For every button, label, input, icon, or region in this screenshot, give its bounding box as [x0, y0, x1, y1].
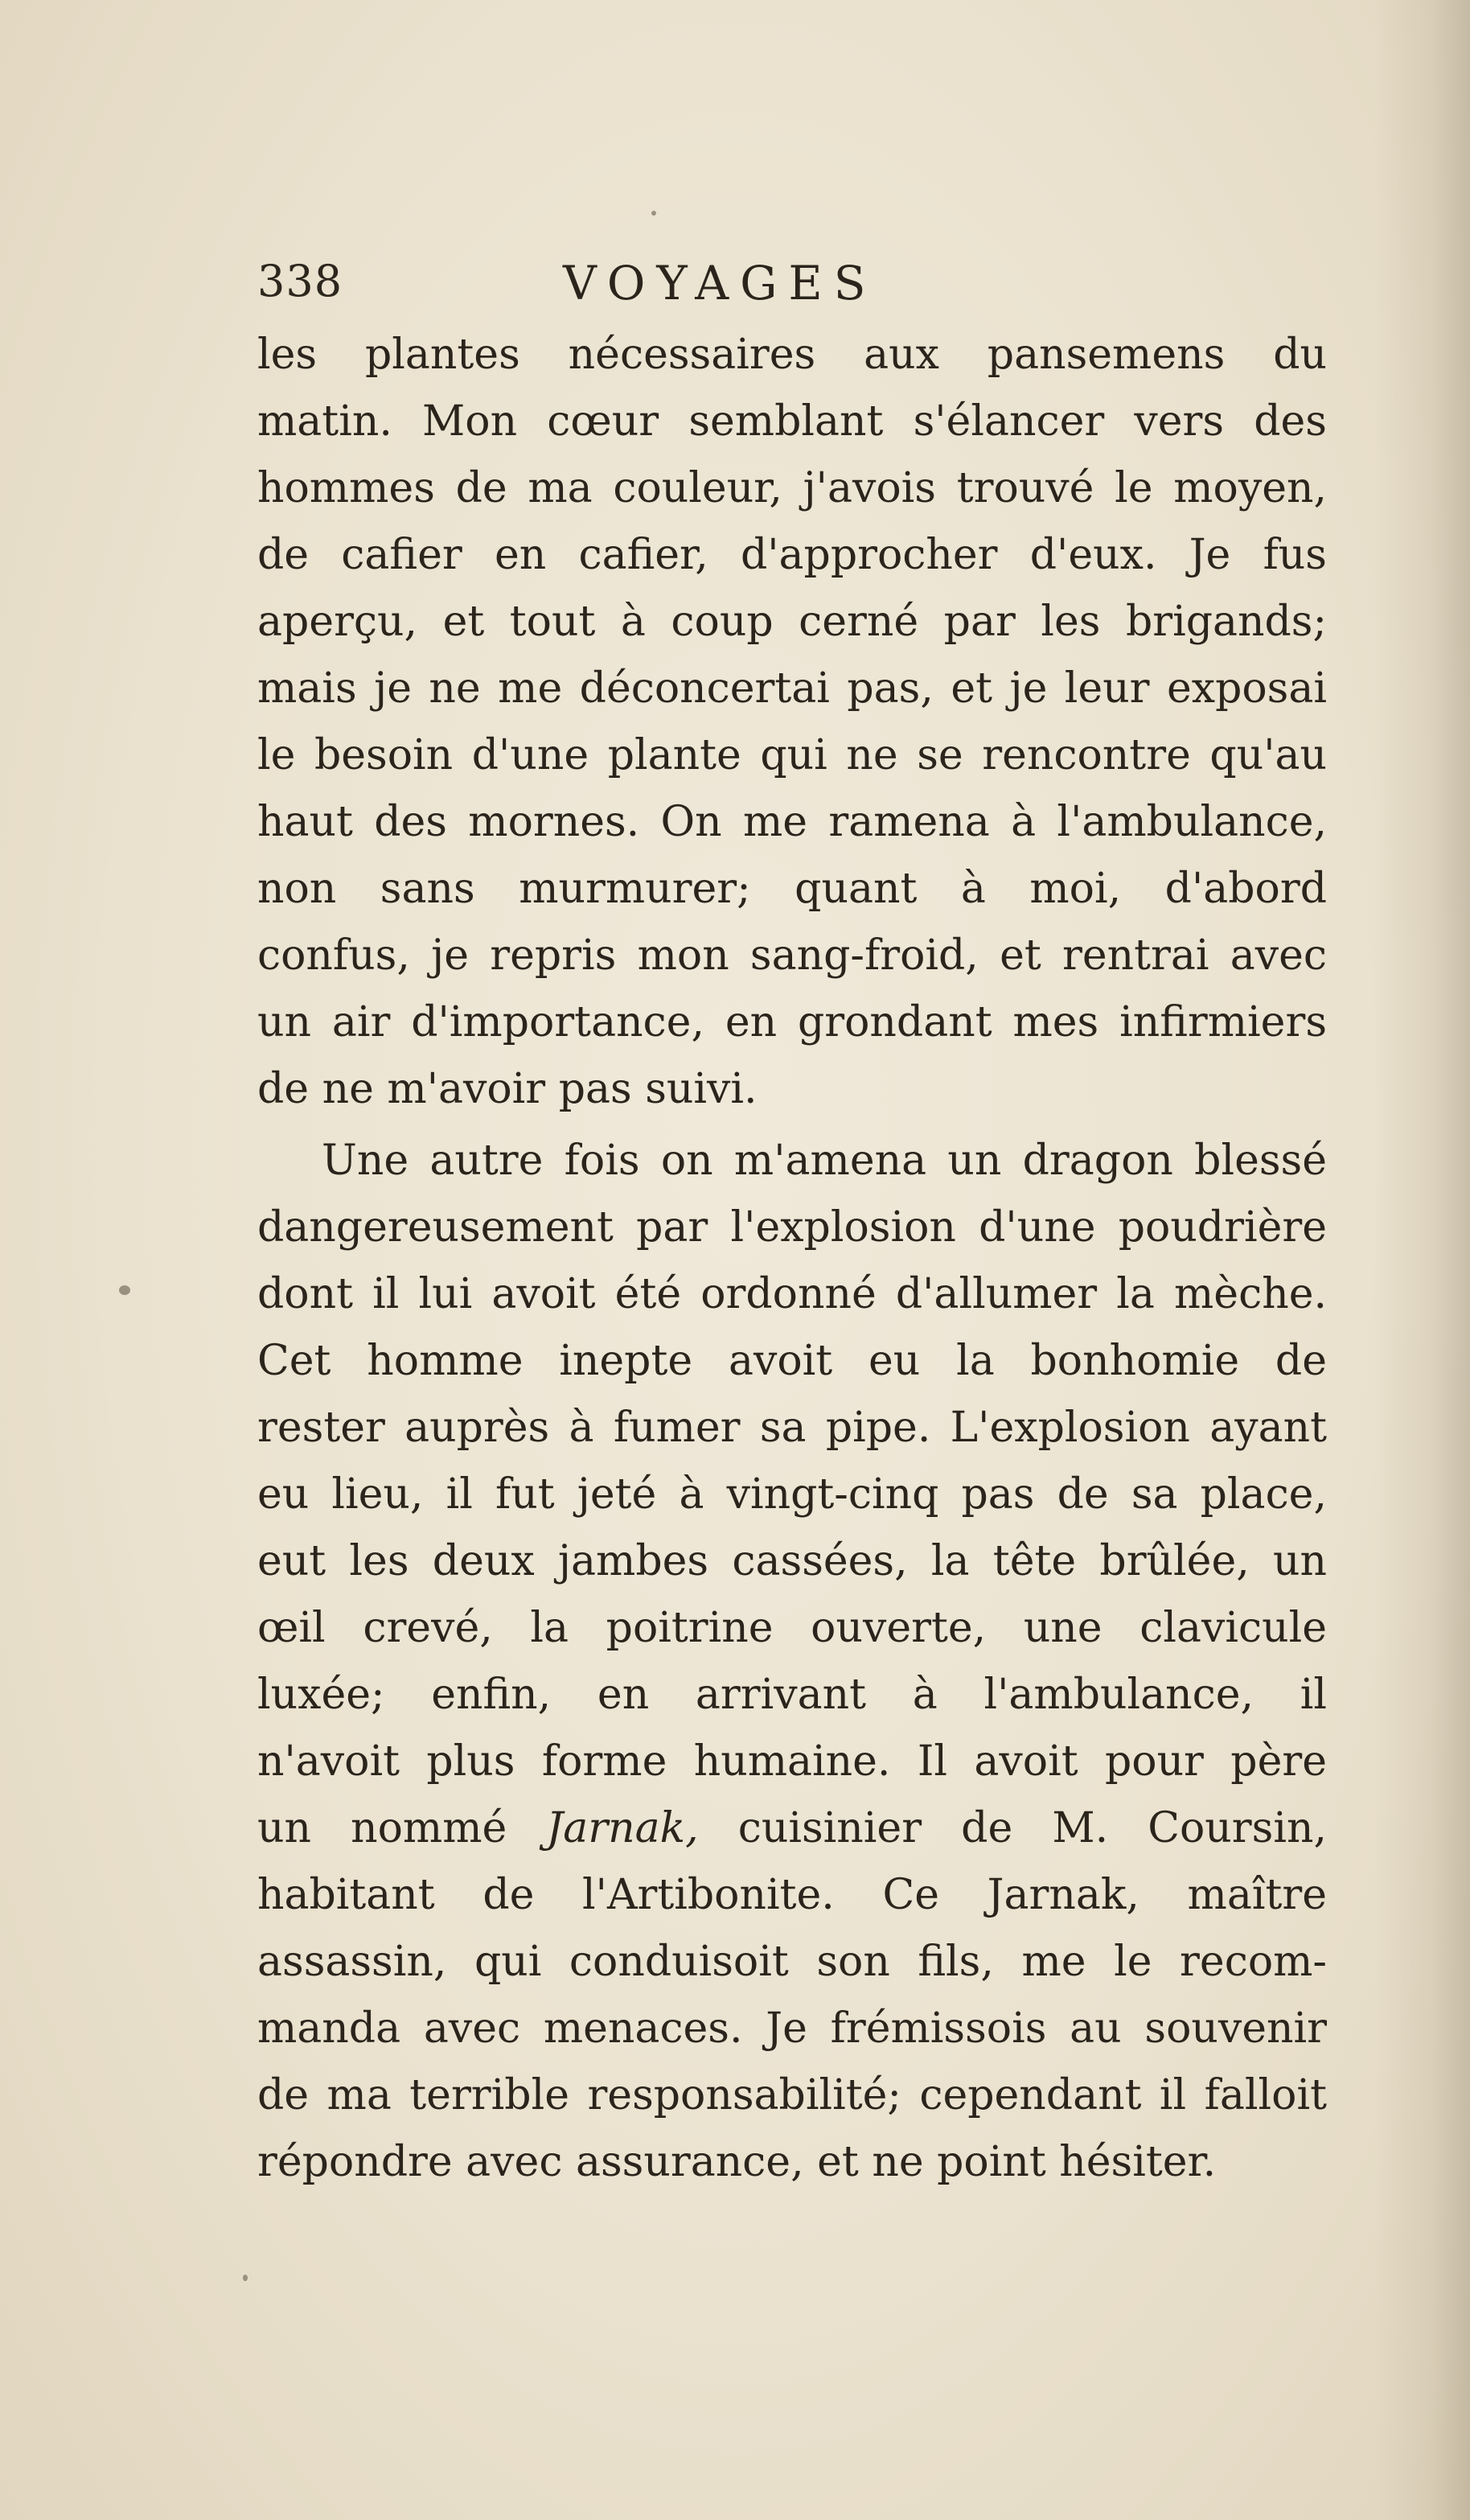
text-line: de ne m'avoir pas suivi.	[257, 1065, 758, 1113]
paper-speck	[119, 1285, 130, 1295]
text-line: œil crevé, la poitrine ouverte, une clavicule	[257, 1604, 1327, 1652]
paper-speck	[243, 2275, 248, 2281]
text-line: le besoin d'une plante qui ne se rencontre qu'au	[257, 731, 1327, 779]
text-line: matin. Mon cœur semblant s'élancer vers des	[257, 397, 1327, 446]
text-line: confus, je repris mon sang-froid, et rentrai avec	[257, 931, 1327, 980]
text-line: manda avec menaces. Je frémissois au souvenir	[257, 2004, 1327, 2053]
text-line: assassin, qui conduisoit son fils, me le recom-	[257, 1938, 1327, 1986]
running-head	[257, 256, 1327, 320]
text-line: Une autre fois on m'amena un dragon blessé	[322, 1137, 1327, 1185]
text-line: mais je ne me déconcertai pas, et je leur exposai	[257, 664, 1327, 713]
text-line: répondre avec assurance, et ne point hésiter.	[257, 2138, 1217, 2186]
text-line: habitant de l'Artibonite. Ce Jarnak, maître	[257, 1871, 1327, 1919]
text-block	[257, 256, 1327, 2196]
italic-name: Jarnak,	[546, 1804, 699, 1852]
text-line: les plantes nécessaires aux pansemens du	[257, 331, 1327, 379]
text-line: eut les deux jambes cassées, la tête brûlée, un	[257, 1537, 1327, 1585]
text-line: dangereusement par l'explosion d'une poudrière	[257, 1203, 1327, 1252]
paragraph-1	[257, 322, 1327, 1123]
text-line: aperçu, et tout à coup cerné par les brigands;	[257, 598, 1327, 646]
text-line	[257, 1795, 1327, 1862]
text-segment: un nommé	[257, 1804, 547, 1852]
text-line: n'avoit plus forme humaine. Il avoit pour père	[257, 1737, 1327, 1786]
text-line: hommes de ma couleur, j'avois trouvé le moyen,	[257, 464, 1327, 512]
text-line: de ma terrible responsabilité; cependant il falloit	[257, 2071, 1327, 2119]
running-title: VOYAGES	[563, 256, 877, 310]
text-line: rester auprès à fumer sa pipe. L'explosion ayant	[257, 1404, 1327, 1452]
text-line: luxée; enfin, en arrivant à l'ambulance, il	[257, 1671, 1327, 1719]
text-line: haut des mornes. On me ramena à l'ambulance,	[257, 798, 1327, 846]
text-line: eu lieu, il fut jeté à vingt-cinq pas de sa place,	[257, 1470, 1327, 1519]
paragraph-2	[257, 1128, 1327, 2196]
text-line: un air d'importance, en grondant mes infirmiers	[257, 998, 1327, 1046]
text-line: Cet homme inepte avoit eu la bonhomie de	[257, 1337, 1327, 1385]
text-segment: cuisinier de M. Coursin,	[698, 1804, 1327, 1852]
paper-speck	[651, 211, 656, 216]
text-line: de cafier en cafier, d'approcher d'eux. Je fus	[257, 531, 1327, 579]
page-number: 338	[257, 256, 343, 306]
text-line: dont il lui avoit été ordonné d'allumer la mèche.	[257, 1270, 1327, 1318]
text-line: non sans murmurer; quant à moi, d'abord	[257, 865, 1327, 913]
